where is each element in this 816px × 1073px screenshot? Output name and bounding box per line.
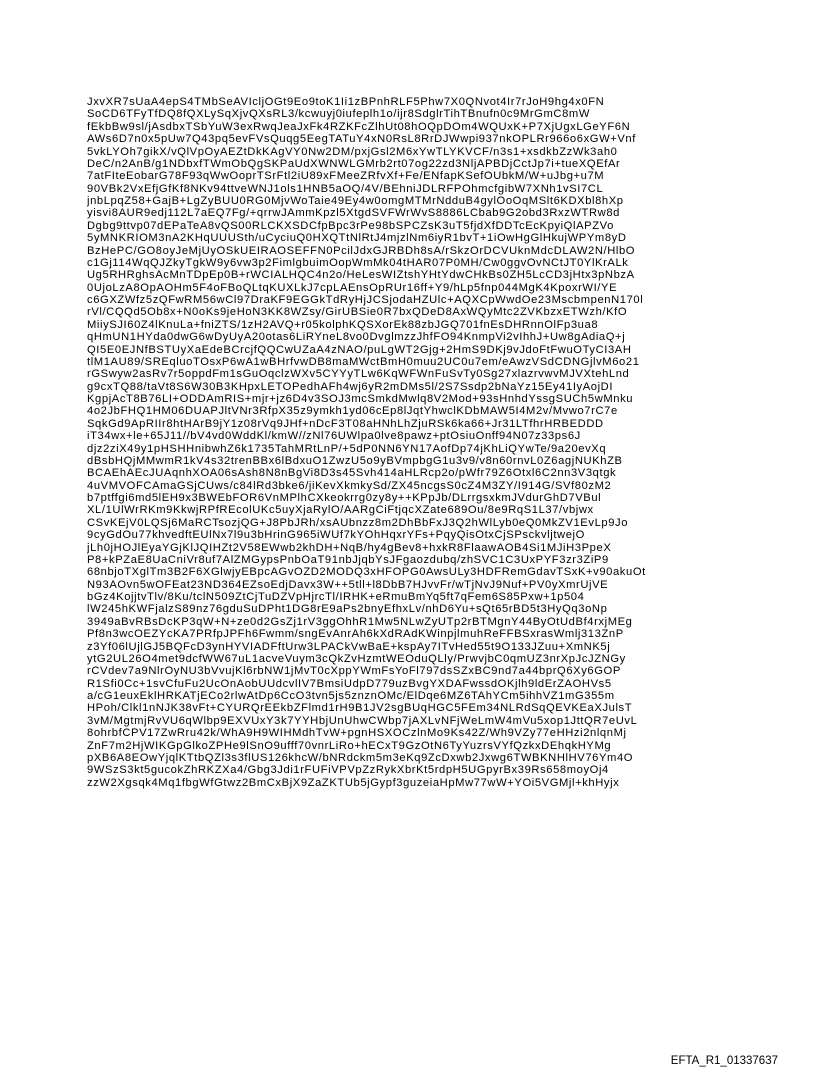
text-line: DeC/n2AnB/g1NDbxfTWmObQgSKPaUdXWNWLGMrb2rt07og22zd3NljAPBDjCctJp7i+tueXQEfAr	[87, 157, 621, 170]
text-line: c1Gj114WqQJZkyTgkW9y6vw3p2FimlgbuimOopWmMk04tHAR07P0MH/Cw0ggvOvNCtJT0YlKrALk	[87, 256, 629, 269]
text-line: JxvXR7sUaA4epS4TMbSeAVIcljOGt9Eo9toK1Ii1zBPnhRLF5Phw7X0QNvot4Ir7rJoH9hg4x0FN	[87, 96, 605, 108]
text-line: BzHePC/GO8oyJeMjUyOSkUEIRAOSEFFN0PcilJdxGJRBDh8sA/rSkzOrDCVUknMdcDLAW2N/HlbO	[87, 244, 636, 257]
text-line: Pf8n3wcOEZYcKA7PRfpJPFh6Fwmm/sngEvAnrAh6kXdRAdKWinpjlmuhReFFBSxrasWmlj313ZnP	[87, 628, 624, 641]
text-line: KgpjAcT8B76LI+ODDAmRIS+mjr+jz6D4v3SOJ3mcSmkdMwlq8V2Mod+93sHnhdYssgSUCh5wMnku	[87, 393, 634, 405]
text-line: 5vkLYOh7gikX/vQlVpOyAEZtDkKAgVY0Nw2DM/pxjGsl2M6xYwTLYKVCF/n3s1+xsdkbZzWk3ah0	[87, 145, 618, 158]
text-line: HPoh/Clkl1nNJK38vFt+CYURQrEEkbZFlmd1rH9B1JV2sgBUqHGC5FEm34NLRdSqQEVKEaXJulsT	[87, 702, 633, 715]
text-line: QI5E0EJNfBSTUyXaEdeBCrcjfQQCwUZaA4zNAO/puLgWT2Gjg+2HmS9DKj9vJdoFtFwuOTyCI3AH	[87, 343, 632, 356]
text-line: 3vM/MgtmjRvVU6qWlbp9EXVUxY3k7YYHbjUnUhwCWbp7jAXLvNFjWeLmW4mVu5xop1JttQR7eUvL	[87, 714, 638, 727]
text-line: rCVdev7a9NlrOyNU3bVvujKl6rbNW1jMvT0cXppYWmFsYoFl797dsSZxBC9nd7a44bprQ6Xy6GOP	[87, 665, 621, 678]
text-line: yisvi8AUR9edj112L7aEQ7Fg/+qrrwJAmmKpzl5XtgdSVFWrWvS8886LCbab9G2obd3RxzWTRw8d	[87, 207, 620, 220]
text-line: jnbLpqZ58+GajB+LgZyBUU0RG0MjvWoTaie49Ey4w0omgMTMrNdduB4gylOoOqMSlt6KDXbl8hXp	[87, 195, 624, 207]
text-line: CSvKEjV0LQSj6MaRCTsozjQG+J8PbJRh/xsAUbnzz8m2DhBbFxJ3Q2hWlLyb0eQ0MkZV1EvLp9Jo	[87, 516, 629, 529]
text-line: N93AOvn5wOFEat23ND364EZsoEdjDavx3W++5tll+l8DbB7HJvvFr/wTjNvJ9Nuf+PV0yXmrUjVE	[87, 578, 609, 591]
text-line: lW245hKWFjalzS89nz76gduSuDPht1DG8rE9aPs2bnyEfhxLv/nhD6Yu+sQt65rBD5t3HyQq3oNp	[87, 603, 608, 616]
text-line: djz2ziX49y1pHSHHnibwhZ6k1735TahMRtLnP/+5dP0NN6YN17AofDp74jKhLiQYwTe/9a20evXq	[87, 442, 607, 455]
encoded-text-block	[87, 96, 777, 789]
text-line: ZnF7m2HjWIKGpGlkoZPHe9lSnO9ufff70vnrLiRo+hECxT9GzOtN6TyYuzrsVYfQzkxDEhqkHYMg	[87, 739, 612, 752]
text-line: 0UjoLzA8OpAOHm5F4oFBoQLtqKUXLkJ7cpLAEnsOpRUr16ff+Y9/hLp5fnp044MgK4KpoxrWI/YE	[87, 281, 618, 294]
text-line: Dgbg9ttvp07dEPaTeA8vQS00RLCKXSDCfpBpc3rPe98bSPCZsK3uT5fjdXfDDTcEcKpyiQlAPZVo	[87, 219, 614, 232]
text-line: MiiySJI60Z4lKnuLa+fniZTS/1zH2AVQ+r05kolphKQSXorEk88zbJGQ701fnEsDHRnnOlFp3ua8	[87, 318, 599, 331]
text-line: 7atFIteEobarG78F93qWwOoprTSrFtl2iU89xFMeeZRfvXf+Fe/ENfapKSefOUbkM/W+uJbg+u7M	[87, 170, 605, 183]
text-line: 90VBk2VxEfjGfKf8NKv94ttveWNJ1ols1HNB5aOQ/4V/BEhniJDLRFPOhmcfgibW7XNh1vSI7CL	[87, 182, 604, 195]
text-line: qHmUN1HYda0dwG6wDyUyA20otas6LiRYneL8vo0DvglmzzJhfFO94KnmpVi2vIhhJ+Uw8gAdiaQ+j	[87, 331, 626, 344]
text-line: dBsbHQjMMwmR1kV4s32trenBBx6lBdxuO1ZwzU5o9yBVmpbgG1u3v9/v8n60rnvL0Z6agjNUKhZB	[87, 454, 623, 467]
text-line: 5yMNKRIOM3nA2KHqUUUSth/uCyciuQ0HXQTtNlRtJ4mjzlNm6iyR1bvT+1iOwHgGlHkujWPYm8yD	[87, 232, 627, 245]
text-line: rVl/CQQd5Ob8x+N0oKs9jeHoN3KK8WZsy/GirUBSie0R7bxQDeD8AxWQyMtc2ZVKbzxETWzh/KfO	[87, 306, 628, 319]
text-line: pXB6A8EOwYjqlKTtbQZl3s3flUS126khcW/bNRdckm5m3eKq9ZcDxwb2Jxwg6TWBKNHlHV76Ym4O	[87, 751, 634, 764]
text-line: 4o2JbFHQ1HM06DUAPJltVNr3RfpX35z9ymkh1yd06cEp8lJqtYhwclKDbMAW5I4M2v/Mvwo7rC7e	[87, 405, 618, 418]
text-line: 68nbjoTXglTm3B2F6XGlwjyEBpcAGvOZD2MODQ3xHFOPG0AwsULy3HDFRemGdavTSxK+v90akuOt	[87, 566, 646, 579]
text-line: P8+kPZaE8UaCniVr8uf7AlZMGypsPnbOaT91nbJjqbYsJFgaozdubq/zhSVC1C3UxPYF3zr3ZiP9	[87, 553, 609, 566]
text-line: ytG2UL26O4met9dcfWW67uL1acveVuym3cQkZvHzmtWEOduQLly/PrwvjbC0qmUZ3nrXpJcJZNGy	[87, 652, 626, 665]
text-line: tlM1AU89/SREqluoTOsxP6wA1wBHrfvwDB8maMWctBmH0muu2UC0u7em/eAwzVSdCDNGjlvM6o21	[87, 355, 640, 368]
text-line: BCAEhAEcJUAqnhXOA06sAsh8N8nBgVi8D3s45Svh414aHLRcp2o/pWfr79Z6Otxl6C2nn3V3qtgk	[87, 467, 617, 480]
text-line: rGSwyw2asRv7r5oppdFm1sGuOqclzWXv5CYYyTLw6KqWFWnFuSvTy0Sg27xlazrvwvMJVXtehLnd	[87, 368, 630, 381]
text-line: 8ohrbfCPV17ZwRru42k/WhA9H9WIHMdhTvW+pgnHSXOCzlnMo9Ks42Z/Wh9VZy77eHHzi2nlqnMj	[87, 727, 627, 740]
text-line: jLh0jHOJlEyaYGjKlJQIHZt2V58EWwb2khDH+NqB/hy4gBev8+hxkR8FlaawAOB4Si1MJiH3PpeX	[87, 541, 612, 554]
text-line: bGz4KojjtvTlv/8Ku/tclN509ZtCjTuDZVpHjrcTl/IRHK+eRmuBmYq5ft7qFem6S85Pxw+1p504	[87, 591, 585, 603]
text-line: XL/1UlWrRKm9KkwjRPfREcolUKc5uyXjaRylO/AARgCiFtjqcXZate689Ou/8e9RqS1L37/vbjwx	[87, 504, 594, 517]
text-line: SqkGd9ApRIIr8htHArB9jY1z08rVq9JHf+nDcF3T08aHNhLhZjuRSk6ka66+Jr31LTfhrHRBEDDD	[87, 417, 604, 430]
text-line: 3949aBvRBsDcKP3qW+N+ze0d2GsZj1rV3ggOhhR1Mw5NLwZyUTp2rBTMgnY44ByOtUdBf4rxjMEg	[87, 615, 633, 628]
text-line: AWs6D7n0x5pUw7Q43pq5evFVsQuqg5EegTATuY4xN0RsL8RrDJWwpi937nkOPLRr966o6xGW+Vnf	[87, 133, 636, 146]
text-line: 9cyGdOu77khvedftEUlNx7l9u3bHrinG965iWUf7kYOhHqxrYFs+PqyQisOtxCjSPsckvljtwejO	[87, 529, 585, 542]
bates-number: EFTA_R1_01337637	[670, 1055, 778, 1067]
text-line: 9WSzS3kt5gucokZhRKZXa4/Gbg3Jdi1rFUFiVPVpZzRykXbrKt5rdpH5UGpyrBx39Rs658moyOj4	[87, 764, 609, 777]
text-line: b7ptffgi6md5lEH9x3BWEbFOR6VnMPlhCXkeokrrg0zy8y++KPpJb/DLrrgsxkmJVdurGhD7VBul	[87, 492, 602, 504]
text-line: z3Yf06lUjlGJ5BQFcD3ynHYVIADFftUrw3LPACkVwBaE+kspAy7ITvHed55t9O133JZuu+XmNK5j	[87, 640, 611, 653]
text-line: c6GXZWfz5zQFwRM56wCl97DraKF9EGGkTdRyHjJCSjodaHZUlc+AQXCpWwdOe23MscbmpenN170l	[87, 294, 644, 306]
text-line: zzW2Xgsqk4Mq1fbgWfGtwz2BmCxBjX9ZaZKTUb5jGypf3guzeiaHpMw77wW+YOi5VGMjl+khHyjx	[87, 776, 620, 789]
text-line: fEkbBw9sl/jAsdbxTSbYuW3exRwqJeaJxFk4RZKFcZlhUt08hOQpDOm4WQUxK+P7XjUgxLGeYF6N	[87, 120, 631, 133]
text-line: iT34wx+le+65J11//bV4vd0WddKl/kmW//zNl76UWlpa0lve8pawz+ptOsiuOnff94N07z33ps6J	[87, 430, 581, 443]
text-line: R1Sfi0Cc+1svCfuFu2UcOnAobUUdcvlIV7BmsiUdpD779uzBvgYXDAFwssdOKjlh9ldErZAOHVs5	[87, 677, 612, 690]
text-line: g9cxTQ88/taVt8S6W30B3KHpxLETOPedhAFh4wj6yR2mDMs5l/2S7Ssdp2bNaYz15Ey41IyAojDI	[87, 380, 614, 393]
text-line: Ug5RHRghsAcMnTDpEp0B+rWCIALHQC4n2o/HeLesWIZtshYHtYdwCHkBs0ZH5LcCD3jHtx3pNbzA	[87, 269, 635, 282]
text-line: a/cG1euxEklHRKATjECo2rlwAtDp6CcO3tvn5js5znznOMc/ElDqe6MZ6TAhYCm5ihhVZ1mG355m	[87, 690, 615, 702]
text-line: SoCD6TFyTfDQ8fQXLySqXjvQXsRL3/kcwuyj0iufeplh1o/ijr8SdglrTihTBnufn0c9MrGmC8mW	[87, 108, 590, 121]
text-line: 4uVMVOFCAmaGSjCUws/c84lRd3bke6/jiKevXkmkySd/ZX45ncgsS0cZ4M3ZY/I914G/SVf80zM2	[87, 479, 612, 492]
